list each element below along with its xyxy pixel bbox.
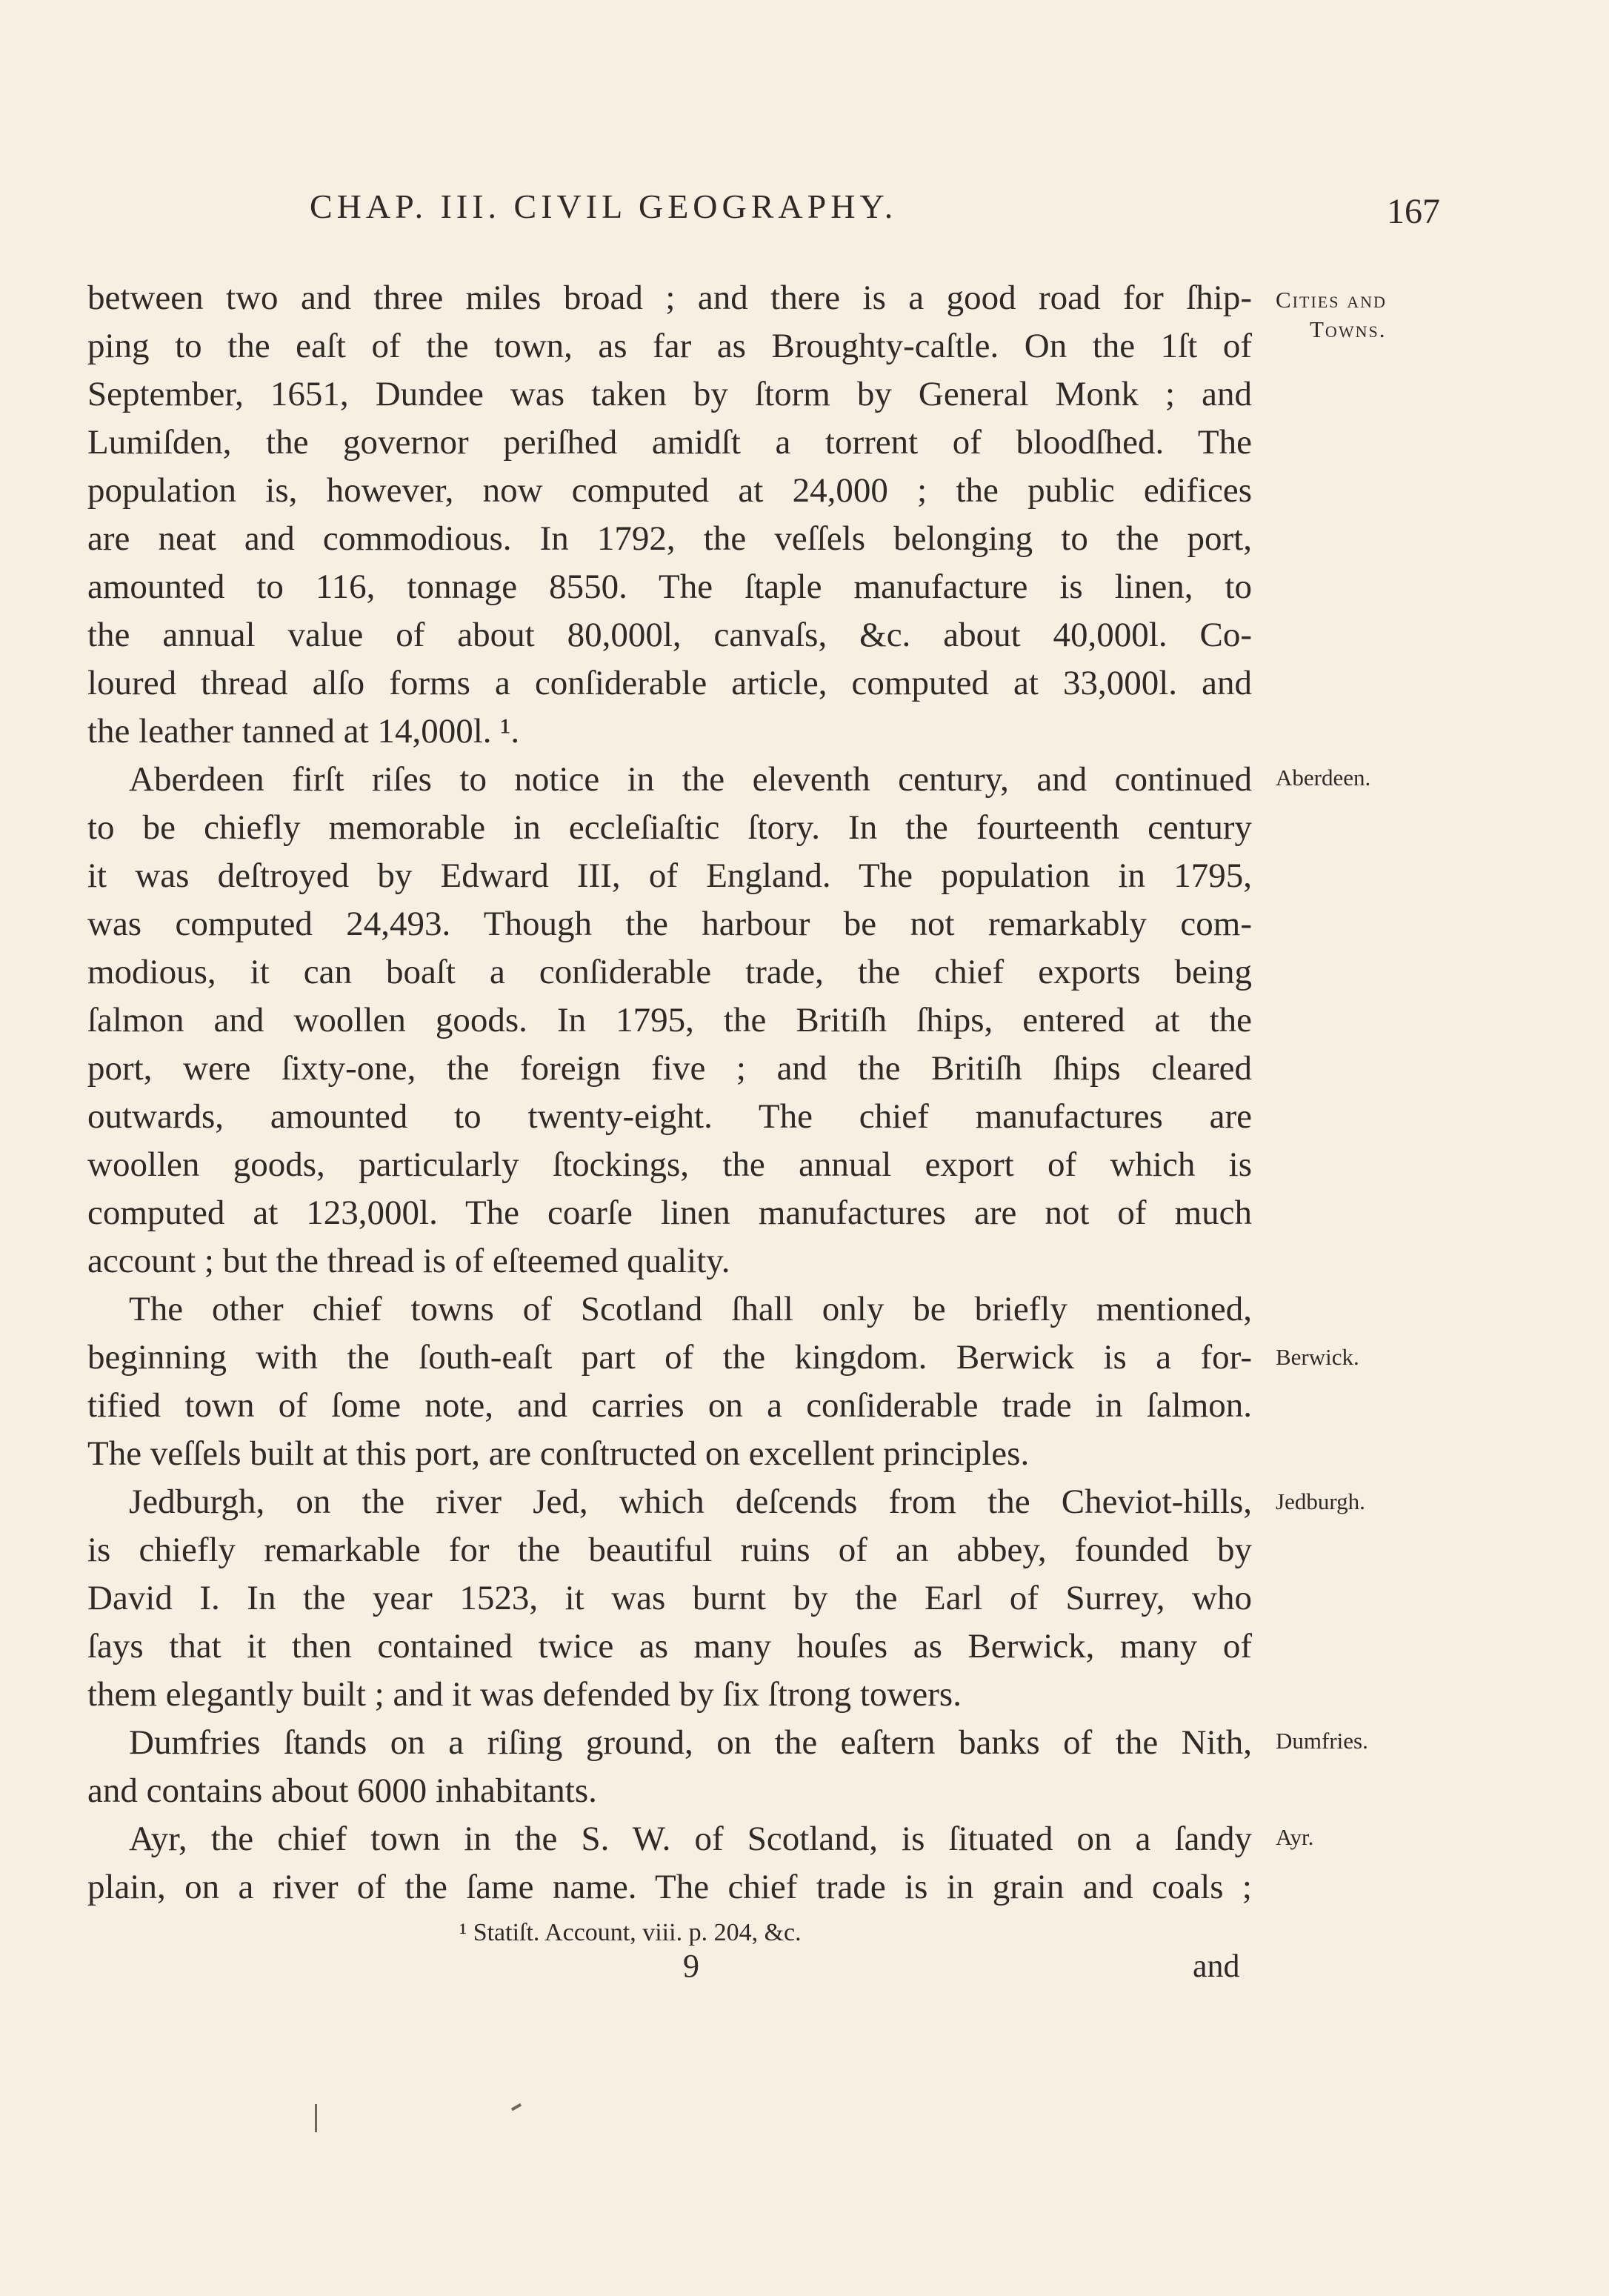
text-line: The veſſels built at this port, are conſtructed on excellent principles. [87, 1434, 1030, 1473]
margin-note-dumfries: Dumfries. [1276, 1728, 1368, 1754]
text-line: Dumfries ſtands on a riſing ground, on the eaſtern banks of the Nith, [129, 1723, 1252, 1762]
text-line: was computed 24,493. Though the harbour be not remarkably com- [87, 905, 1252, 943]
page-header [87, 187, 1440, 246]
text-line: computed at 123,000l. The coarſe linen manufactures are not of much [87, 1194, 1252, 1232]
text-line: the annual value of about 80,000l, canvaſs, &c. about 40,000l. Co- [87, 616, 1252, 654]
text-line: modious, it can boaſt a conſiderable trade, the chief exports being [87, 953, 1252, 991]
text-line: ſays that it then contained twice as many houſes as Berwick, many of [87, 1627, 1252, 1666]
text-line: and contains about 6000 inhabitants. [87, 1771, 597, 1810]
running-head: CHAP. III. CIVIL GEOGRAPHY. [310, 187, 898, 225]
text-line: plain, on a river of the ſame name. The chief trade is in grain and coals ; [87, 1868, 1252, 1906]
text-line: amounted to 116, tonnage 8550. The ſtaple manufacture is linen, to [87, 568, 1252, 606]
text-line: The other chief towns of Scotland ſhall only be briefly mentioned, [129, 1290, 1252, 1328]
text-line: loured thread alſo forms a conſiderable article, computed at 33,000l. and [87, 664, 1252, 702]
text-line: it was deſtroyed by Edward III, of England. The population in 1795, [87, 856, 1252, 895]
text-line: them elegantly built ; and it was defended by ſix ſtrong towers. [87, 1675, 962, 1714]
margin-note-aberdeen: Aberdeen. [1276, 765, 1371, 791]
margin-note-line: Cities and [1276, 287, 1387, 313]
text-line: are neat and commodious. In 1792, the veſſels belonging to the port, [87, 519, 1252, 558]
footnote: ¹ Statiſt. Account, viii. p. 204, &c. [459, 1919, 802, 1946]
margin-note-berwick: Berwick. [1276, 1344, 1359, 1370]
text-line: September, 1651, Dundee was taken by ſtorm by General Monk ; and [87, 375, 1252, 413]
body-text [87, 274, 1252, 1911]
paragraph-ayr [87, 1815, 1252, 1911]
signature-mark: 9 [683, 1948, 699, 1984]
text-line: the leather tanned at 14,000l. ¹. [87, 712, 520, 751]
text-line: account ; but the thread is of eſteemed quality. [87, 1242, 730, 1280]
text-line: Aberdeen firſt riſes to notice in the eleventh century, and continued [129, 760, 1252, 799]
text-line: Lumiſden, the governor periſhed amidſt a torrent of bloodſhed. The [87, 423, 1252, 462]
text-line: Jedburgh, on the river Jed, which deſcends from the Cheviot-hills, [129, 1483, 1252, 1521]
text-line: David I. In the year 1523, it was burnt by the Earl of Surrey, who [87, 1579, 1252, 1617]
ink-speck [511, 2103, 522, 2111]
text-line: port, were ſixty-one, the foreign five ; and the Britiſh ſhips cleared [87, 1049, 1252, 1088]
text-line: ping to the eaſt of the town, as far as Broughty-caſtle. On the 1ſt of [87, 327, 1252, 365]
text-line: ſalmon and woollen goods. In 1795, the Britiſh ſhips, entered at the [87, 1001, 1252, 1039]
text-line: tified town of ſome note, and carries on a conſiderable trade in ſalmon. [87, 1386, 1252, 1425]
text-line: population is, however, now computed at 24,000 ; the public edifices [87, 471, 1252, 510]
paragraph-dundee [87, 274, 1252, 756]
text-line: woollen goods, particularly ſtockings, the annual export of which is [87, 1145, 1252, 1184]
margin-note-ayr: Ayr. [1276, 1824, 1314, 1850]
margin-note-cities-and-towns [1276, 285, 1387, 345]
catchword: and [1193, 1948, 1240, 1984]
text-line: between two and three miles broad ; and there is a good road for ſhip- [87, 279, 1252, 317]
text-line: to be chiefly memorable in eccleſiaſtic ſtory. In the fourteenth century [87, 808, 1252, 847]
page-number: 167 [1387, 192, 1440, 231]
text-line: is chiefly remarkable for the beautiful ruins of an abbey, founded by [87, 1531, 1252, 1569]
ink-speck [315, 2104, 317, 2132]
text-line: Ayr, the chief town in the S. W. of Scotland, is ſituated on a ſandy [129, 1820, 1252, 1858]
text-line: outwards, amounted to twenty-eight. The chief manufactures are [87, 1097, 1252, 1136]
paragraph-aberdeen [87, 756, 1252, 1285]
paragraph-jedburgh [87, 1478, 1252, 1719]
margin-note-jedburgh: Jedburgh. [1276, 1488, 1365, 1514]
paragraph-berwick [87, 1285, 1252, 1478]
paragraph-dumfries [87, 1719, 1252, 1815]
margin-note-line: Towns. [1310, 316, 1387, 342]
text-line: beginning with the ſouth-eaſt part of the kingdom. Berwick is a for- [87, 1338, 1252, 1377]
